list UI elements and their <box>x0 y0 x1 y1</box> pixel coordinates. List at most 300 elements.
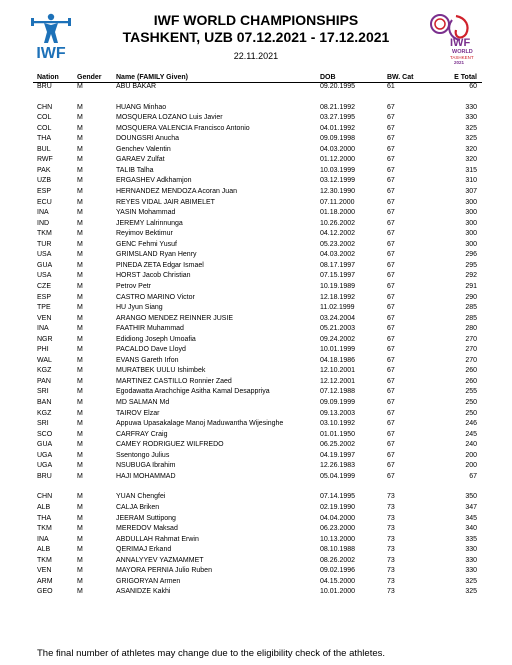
bw-cat-cell: 67 <box>387 209 395 217</box>
table-row <box>0 103 512 113</box>
entry-total-cell: 270 <box>465 335 477 343</box>
nation-cell: NGR <box>37 335 53 343</box>
gender-cell: M <box>77 187 83 195</box>
name-cell: FAATHIR Muhammad <box>116 325 184 333</box>
bw-cat-cell: 67 <box>387 462 395 470</box>
nation-cell: USA <box>37 272 52 280</box>
entry-total-cell: 300 <box>465 209 477 217</box>
bw-cat-cell: 67 <box>387 251 395 259</box>
gender-cell: M <box>77 399 83 406</box>
dob-cell: 12.10.2001 <box>320 367 356 375</box>
table-row <box>0 587 512 597</box>
gender-cell: M <box>77 251 83 259</box>
table-row <box>0 419 512 429</box>
dob-cell: 10.01.1999 <box>320 346 356 354</box>
dob-cell: 07.12.1988 <box>320 388 356 396</box>
dob-cell: 03.10.1992 <box>320 420 356 428</box>
bw-cat-cell: 67 <box>387 399 395 406</box>
dob-cell: 09.09.1998 <box>320 135 356 143</box>
gender-cell: M <box>77 314 83 322</box>
nation-cell: COL <box>37 124 52 132</box>
gender-cell: M <box>77 420 83 428</box>
entry-total-cell: 300 <box>465 240 477 248</box>
dob-cell: 03.24.2004 <box>320 314 356 322</box>
table-row <box>0 293 512 303</box>
event-logo-city: TASHKENT <box>450 55 474 60</box>
entry-total-cell: 320 <box>465 156 477 164</box>
nation-cell: UGA <box>37 462 53 470</box>
dob-cell: 04.04.2000 <box>320 514 356 522</box>
gender-cell: M <box>77 493 83 501</box>
bw-cat-cell: 67 <box>387 430 395 438</box>
name-cell: EVANS Gareth Irfon <box>116 356 179 364</box>
gender-cell: M <box>77 441 83 449</box>
name-cell: TALIB Talha <box>116 166 154 174</box>
table-row <box>0 472 512 482</box>
dob-cell: 07.14.1995 <box>320 493 356 501</box>
column-header-gender: Gender <box>77 74 102 81</box>
name-cell: Appuwa Upasakalage Manoj Maduwantha Wijesinghe <box>116 420 284 428</box>
entry-total-cell: 240 <box>465 441 477 449</box>
table-row <box>0 134 512 144</box>
entry-total-cell: 330 <box>465 556 477 564</box>
table-row <box>0 545 512 555</box>
nation-cell: SCO <box>37 430 53 438</box>
nation-cell: COL <box>37 114 52 122</box>
gender-cell: M <box>77 451 83 459</box>
gender-cell: M <box>77 240 83 248</box>
entry-total-cell: 290 <box>465 293 477 301</box>
dob-cell: 09.02.1996 <box>320 567 356 575</box>
dob-cell: 08.26.2002 <box>320 556 356 564</box>
dob-cell: 12.26.1983 <box>320 462 356 470</box>
name-cell: GARAEV Zulfat <box>116 156 165 164</box>
nation-cell: CZE <box>37 282 51 290</box>
page-subtitle: TASHKENT, UZB 07.12.2021 - 17.12.2021 <box>122 29 390 45</box>
table-row <box>0 240 512 250</box>
table-row <box>0 229 512 239</box>
gender-cell: M <box>77 567 83 575</box>
nation-cell: BAN <box>37 399 52 406</box>
name-cell: PINEDA ZETA Edgar Ismael <box>116 261 204 269</box>
dob-cell: 10.01.2000 <box>320 588 356 596</box>
dob-cell: 07.11.2000 <box>320 198 355 206</box>
dob-cell: 10.26.2002 <box>320 219 356 227</box>
name-cell: CARFRAY Craig <box>116 430 168 438</box>
entry-total-cell: 315 <box>465 166 477 174</box>
bw-cat-cell: 61 <box>387 83 395 90</box>
nation-cell: PAK <box>37 166 51 174</box>
dob-cell: 05.21.2003 <box>320 325 356 333</box>
entry-total-cell: 295 <box>465 261 477 269</box>
name-cell: Egodawatta Arachchige Asitha Kamal Desappriya <box>116 388 270 396</box>
entry-total-cell: 292 <box>465 272 477 280</box>
nation-cell: ALB <box>37 546 51 554</box>
column-header-bw-cat: BW. Cat <box>387 74 414 81</box>
table-row <box>0 503 512 513</box>
table-row <box>0 409 512 419</box>
name-cell: ERGASHEV Adkhamjon <box>116 177 192 185</box>
table-row <box>0 461 512 471</box>
name-cell: QERIMAJ Erkand <box>116 546 172 554</box>
gender-cell: M <box>77 124 83 132</box>
entry-total-cell: 270 <box>465 356 477 364</box>
table-row <box>0 324 512 334</box>
entry-total-cell: 67 <box>469 472 477 480</box>
gender-cell: M <box>77 177 83 185</box>
nation-cell: THA <box>37 514 51 522</box>
dob-cell: 05.04.1999 <box>320 472 356 480</box>
table-row <box>0 577 512 587</box>
gender-cell: M <box>77 272 83 280</box>
nation-cell: PAN <box>37 377 51 385</box>
name-cell: MD SALMAN Md <box>116 399 170 406</box>
entry-total-cell: 246 <box>465 420 477 428</box>
nation-cell: TKM <box>37 525 52 532</box>
dob-cell: 09.24.2002 <box>320 335 356 343</box>
dob-cell: 06.23.2000 <box>320 525 356 532</box>
dob-cell: 11.02.1999 <box>320 304 355 311</box>
name-cell: MOSQUERA LOZANO Luis Javier <box>116 114 223 122</box>
nation-cell: RWF <box>37 156 53 164</box>
gender-cell: M <box>77 546 83 554</box>
bw-cat-cell: 67 <box>387 219 395 227</box>
entry-total-cell: 280 <box>465 325 477 333</box>
nation-cell: WAL <box>37 356 52 364</box>
table-row <box>0 250 512 260</box>
page-title: IWF WORLD CHAMPIONSHIPS <box>153 12 359 28</box>
bw-cat-cell: 67 <box>387 346 395 354</box>
entry-total-cell: 300 <box>465 230 477 238</box>
nation-cell: BUL <box>37 145 51 153</box>
bw-cat-cell: 67 <box>387 166 395 174</box>
bw-cat-cell: 73 <box>387 577 395 585</box>
gender-cell: M <box>77 293 83 301</box>
dob-cell: 03.27.1995 <box>320 114 356 122</box>
entry-total-cell: 285 <box>465 314 477 322</box>
dob-cell: 12.12.2001 <box>320 377 356 385</box>
table-row <box>0 198 512 208</box>
gender-cell: M <box>77 325 83 333</box>
report-date: 22.11.2021 <box>233 51 279 61</box>
entry-total-cell: 330 <box>465 114 477 122</box>
bw-cat-cell: 67 <box>387 377 395 385</box>
name-cell: MARTINEZ CASTILLO Ronnier Zaed <box>116 377 232 385</box>
table-row <box>0 113 512 123</box>
entry-total-cell: 260 <box>465 367 477 375</box>
nation-cell: TKM <box>37 230 52 238</box>
name-cell: REYES VIDAL JAIR ABIMELET <box>116 198 215 206</box>
bw-cat-cell: 73 <box>387 567 395 575</box>
dob-cell: 04.15.2000 <box>320 577 356 585</box>
name-cell: GRIMSLAND Ryan Henry <box>116 251 197 259</box>
table-row <box>0 314 512 324</box>
name-cell: MURATBEK UULU Ishimbek <box>116 367 206 375</box>
nation-cell: PHI <box>37 346 49 354</box>
table-row <box>0 145 512 155</box>
table-row <box>0 556 512 566</box>
nation-cell: CHN <box>37 493 53 501</box>
column-header-nation: Nation <box>37 74 59 81</box>
bw-cat-cell: 67 <box>387 156 395 164</box>
gender-cell: M <box>77 209 83 217</box>
dob-cell: 01.12.2000 <box>320 156 356 164</box>
gender-cell: M <box>77 135 83 143</box>
event-logo-year: 2021 <box>454 60 465 64</box>
nation-cell: BRU <box>37 472 52 480</box>
table-row <box>0 492 512 502</box>
table-row <box>0 187 512 197</box>
dob-cell: 12.30.1990 <box>320 187 356 195</box>
name-cell: Genchev Valentin <box>116 145 171 153</box>
entry-total-cell: 307 <box>465 187 477 195</box>
nation-cell: SRI <box>37 388 49 396</box>
bw-cat-cell: 67 <box>387 325 395 333</box>
dob-cell: 03.12.1999 <box>320 177 356 185</box>
event-logo-world: WORLD <box>452 49 473 55</box>
gender-cell: M <box>77 346 83 354</box>
name-cell: Edidiong Joseph Umoafia <box>116 335 196 343</box>
table-row <box>0 282 512 292</box>
dob-cell: 07.15.1997 <box>320 272 356 280</box>
bw-cat-cell: 67 <box>387 388 395 396</box>
gender-cell: M <box>77 103 83 111</box>
bw-cat-cell: 67 <box>387 420 395 428</box>
gender-cell: M <box>77 409 83 417</box>
table-row <box>0 271 512 281</box>
name-cell: HERNANDEZ MENDOZA Acoran Juan <box>116 187 237 195</box>
entry-total-cell: 325 <box>465 124 477 132</box>
entry-total-cell: 330 <box>465 567 477 575</box>
bw-cat-cell: 67 <box>387 124 395 132</box>
dob-cell: 01.01.1950 <box>320 430 356 438</box>
gender-cell: M <box>77 556 83 564</box>
dob-cell: 08.17.1997 <box>320 261 356 269</box>
entry-total-cell: 270 <box>465 346 477 354</box>
nation-cell: GEO <box>37 588 53 596</box>
gender-cell: M <box>77 114 83 122</box>
entry-total-cell: 320 <box>465 145 477 153</box>
table-row <box>0 261 512 271</box>
nation-cell: INA <box>37 209 49 217</box>
bw-cat-cell: 67 <box>387 282 395 290</box>
bw-cat-cell: 67 <box>387 198 395 206</box>
nation-cell: GUA <box>37 441 53 449</box>
column-header-dob: DOB <box>320 74 336 81</box>
table-row <box>0 82 512 92</box>
nation-cell: INA <box>37 325 49 333</box>
name-cell: HUANG Minhao <box>116 103 167 111</box>
entry-total-cell: 330 <box>465 546 477 554</box>
gender-cell: M <box>77 304 83 311</box>
name-cell: DOUNGSRI Anucha <box>116 135 180 143</box>
bw-cat-cell: 67 <box>387 314 395 322</box>
entry-total-cell: 60 <box>469 83 477 90</box>
table-row <box>0 514 512 524</box>
table-row <box>0 166 512 176</box>
bw-cat-cell: 73 <box>387 493 395 501</box>
nation-cell: BRU <box>37 83 52 90</box>
entry-total-cell: 340 <box>465 525 477 532</box>
entry-total-cell: 335 <box>465 535 477 543</box>
column-header-entry-total: E Total <box>454 74 477 81</box>
gender-cell: M <box>77 472 83 480</box>
bw-cat-cell: 73 <box>387 525 395 532</box>
dob-cell: 04.18.1986 <box>320 356 356 364</box>
name-cell: MOSQUERA VALENCIA Francisco Antonio <box>116 124 250 132</box>
nation-cell: ESP <box>37 293 52 301</box>
name-cell: GRIGORYAN Armen <box>116 577 181 585</box>
dob-cell: 09.20.1995 <box>320 83 356 90</box>
dob-cell: 12.18.1992 <box>320 293 356 301</box>
entry-total-cell: 245 <box>465 430 477 438</box>
bw-cat-cell: 73 <box>387 503 395 511</box>
gender-cell: M <box>77 282 83 290</box>
dob-cell: 01.18.2000 <box>320 209 356 217</box>
name-cell: JEREMY Lalrinnunga <box>116 219 183 227</box>
table-row <box>0 451 512 461</box>
gender-cell: M <box>77 156 83 164</box>
name-cell: YASIN Mohammad <box>116 209 176 217</box>
nation-cell: ARM <box>37 577 53 585</box>
entry-total-cell: 296 <box>465 251 477 259</box>
gender-cell: M <box>77 335 83 343</box>
nation-cell: VEN <box>37 567 52 575</box>
gender-cell: M <box>77 588 83 596</box>
nation-cell: SRI <box>37 420 49 428</box>
name-cell: ARANGO MENDEZ REINNER JUSIE <box>116 314 234 322</box>
gender-cell: M <box>77 367 83 375</box>
dob-cell: 04.03.2002 <box>320 251 356 259</box>
event-logo-iwf: IWF <box>450 37 471 49</box>
nation-cell: INA <box>37 535 49 543</box>
name-cell: ABU BAKAR <box>116 83 157 90</box>
bw-cat-cell: 67 <box>387 356 395 364</box>
bw-cat-cell: 73 <box>387 514 395 522</box>
name-cell: YUAN Chengfei <box>116 493 166 501</box>
table-row <box>0 440 512 450</box>
table-row <box>0 345 512 355</box>
nation-cell: USA <box>37 251 52 259</box>
dob-cell: 04.12.2002 <box>320 230 356 238</box>
dob-cell: 04.01.1992 <box>320 124 356 132</box>
name-cell: Reyimov Bektimur <box>116 230 173 238</box>
nation-cell: GUA <box>37 261 53 269</box>
gender-cell: M <box>77 535 83 543</box>
gender-cell: M <box>77 261 83 269</box>
entry-total-cell: 325 <box>465 588 477 596</box>
table-row <box>0 155 512 165</box>
name-cell: CAMEY RODRIGUEZ WILFREDO <box>116 441 224 449</box>
bw-cat-cell: 73 <box>387 535 395 543</box>
bw-cat-cell: 67 <box>387 367 395 375</box>
name-cell: HU Jyun Siang <box>116 304 163 311</box>
bw-cat-cell: 67 <box>387 187 395 195</box>
entry-total-cell: 200 <box>465 462 477 470</box>
bw-cat-cell: 67 <box>387 177 395 185</box>
footer-note: The final number of athletes may change due to the eligibility check of the athletes. <box>37 648 386 659</box>
gender-cell: M <box>77 430 83 438</box>
gender-cell: M <box>77 198 83 206</box>
bw-cat-cell: 67 <box>387 472 395 480</box>
entry-total-cell: 300 <box>465 198 477 206</box>
entry-total-cell: 325 <box>465 135 477 143</box>
dob-cell: 09.09.1999 <box>320 399 356 406</box>
name-cell: Ssentongo Julius <box>116 451 170 459</box>
nation-cell: VEN <box>37 314 52 322</box>
dob-cell: 10.03.1999 <box>320 166 356 174</box>
entry-total-cell: 285 <box>465 304 477 311</box>
gender-cell: M <box>77 356 83 364</box>
name-cell: PACALDO Dave Lloyd <box>116 346 186 354</box>
name-cell: MAYORA PERNIA Julio Ruben <box>116 567 212 575</box>
dob-cell: 04.03.2000 <box>320 145 356 153</box>
name-cell: Petrov Petr <box>116 282 152 290</box>
name-cell: ANNALYYEV YAZMAMMET <box>116 556 204 564</box>
entry-total-cell: 330 <box>465 103 477 111</box>
table-row <box>0 387 512 397</box>
bw-cat-cell: 67 <box>387 451 395 459</box>
dob-cell: 02.19.1990 <box>320 503 356 511</box>
nation-cell: KGZ <box>37 367 52 375</box>
nation-cell: CHN <box>37 103 53 111</box>
table-row <box>0 219 512 229</box>
bw-cat-cell: 67 <box>387 114 395 122</box>
gender-cell: M <box>77 577 83 585</box>
bw-cat-cell: 73 <box>387 588 395 596</box>
bw-cat-cell: 67 <box>387 409 395 417</box>
name-cell: JEERAM Suttipong <box>116 514 176 522</box>
nation-cell: KGZ <box>37 409 52 417</box>
gender-cell: M <box>77 230 83 238</box>
table-row <box>0 208 512 218</box>
gender-cell: M <box>77 166 83 174</box>
gender-cell: M <box>77 83 83 90</box>
column-header-name: Name (FAMILY Given) <box>116 74 188 81</box>
bw-cat-cell: 67 <box>387 441 395 449</box>
bw-cat-cell: 67 <box>387 293 395 301</box>
nation-cell: UZB <box>37 177 51 185</box>
bw-cat-cell: 67 <box>387 335 395 343</box>
dob-cell: 10.13.2000 <box>320 535 356 543</box>
gender-cell: M <box>77 525 83 532</box>
bw-cat-cell: 73 <box>387 556 395 564</box>
gender-cell: M <box>77 503 83 511</box>
dob-cell: 04.19.1997 <box>320 451 356 459</box>
table-row <box>0 356 512 366</box>
bw-cat-cell: 67 <box>387 145 395 153</box>
entry-total-cell: 260 <box>465 377 477 385</box>
dob-cell: 09.13.2003 <box>320 409 356 417</box>
table-row <box>0 398 512 408</box>
table-row <box>0 524 512 534</box>
nation-cell: TKM <box>37 556 52 564</box>
dob-cell: 08.21.1992 <box>320 103 356 111</box>
iwf-logo-text: IWF <box>36 45 66 62</box>
table-row <box>0 176 512 186</box>
name-cell: GENC Fehmi Yusuf <box>116 240 177 248</box>
bw-cat-cell: 67 <box>387 261 395 269</box>
entry-total-cell: 255 <box>465 388 477 396</box>
entry-total-cell: 291 <box>465 282 477 290</box>
nation-cell: ALB <box>37 503 51 511</box>
table-row <box>0 366 512 376</box>
gender-cell: M <box>77 377 83 385</box>
name-cell: NSUBUGA Ibrahim <box>116 462 176 470</box>
entry-total-cell: 200 <box>465 451 477 459</box>
entry-total-cell: 345 <box>465 514 477 522</box>
entry-total-cell: 300 <box>465 219 477 227</box>
